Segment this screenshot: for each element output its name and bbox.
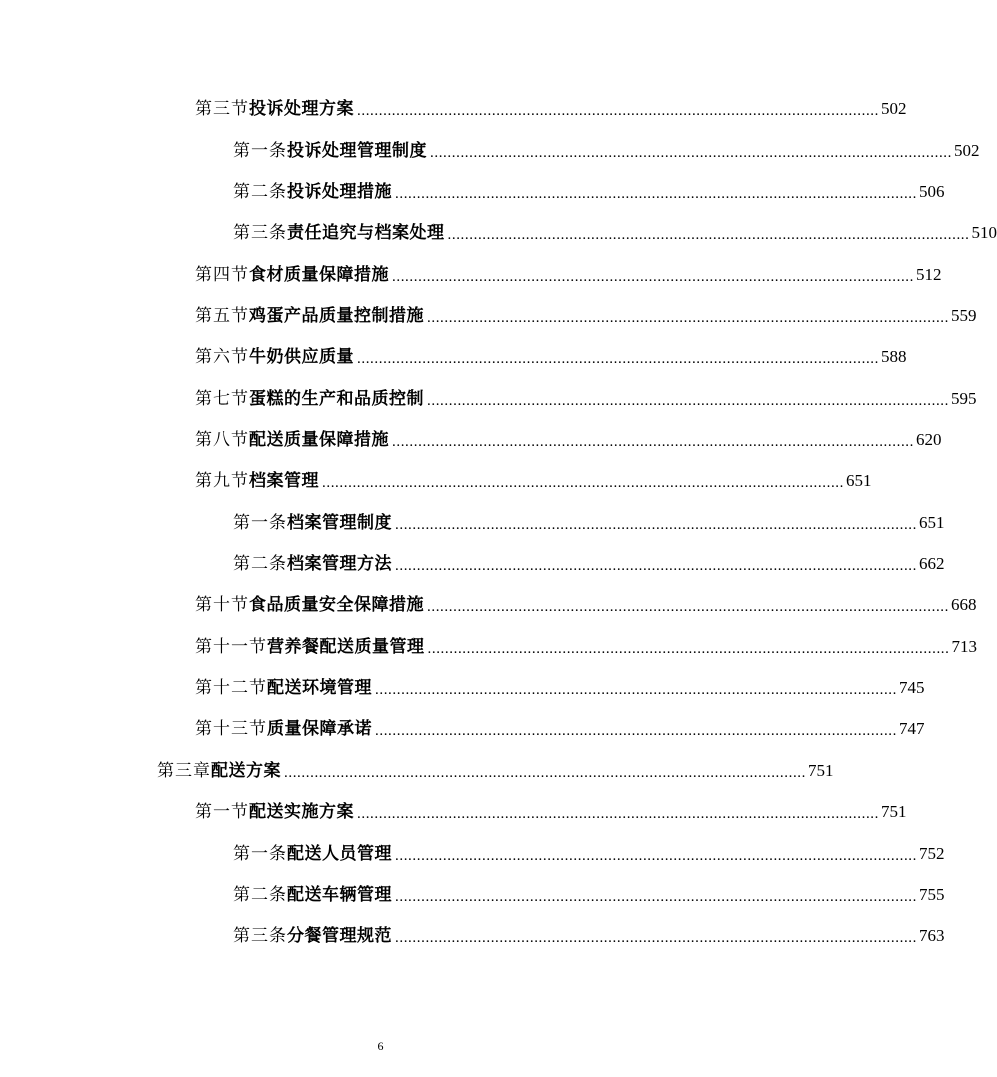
toc-entry-page: 588 xyxy=(881,347,907,366)
toc-entry-number: 第一条 xyxy=(233,844,287,864)
toc-entry-number: 第八节 xyxy=(195,430,249,450)
toc-entry-number: 第一条 xyxy=(233,141,287,161)
toc-entry[interactable] xyxy=(195,303,977,329)
toc-dot-leader: ........................................................................................................................ xyxy=(392,434,914,450)
toc-entry-number: 第十二节 xyxy=(195,678,267,698)
toc-entry-number: 第三节 xyxy=(195,99,249,119)
toc-entry-number: 第二条 xyxy=(233,182,287,202)
toc-dot-leader: ........................................................................................................................ xyxy=(395,930,917,946)
toc-entry-title: 档案管理制度 xyxy=(287,513,392,533)
toc-entry-number: 第七节 xyxy=(195,389,249,409)
toc-dot-leader: ........................................................................................................................ xyxy=(322,475,844,491)
toc-entry-page: 595 xyxy=(951,389,977,408)
toc-entry[interactable] xyxy=(195,634,977,660)
toc-entry-title: 投诉处理方案 xyxy=(249,99,354,119)
toc-entry-title: 档案管理 xyxy=(249,471,319,491)
toc-entry[interactable] xyxy=(195,468,872,494)
toc-entry-number: 第四节 xyxy=(195,265,249,285)
toc-dot-leader: ........................................................................................................................ xyxy=(427,599,949,615)
toc-entry[interactable] xyxy=(233,923,945,949)
toc-dot-leader: ........................................................................................................................ xyxy=(357,351,879,367)
toc-entry-number: 第三条 xyxy=(233,223,287,243)
toc-entry-number: 第一节 xyxy=(195,802,249,822)
toc-dot-leader: ........................................................................................................................ xyxy=(392,269,914,285)
toc-entry-number: 第十节 xyxy=(195,595,249,615)
toc-dot-leader: ........................................................................................................................ xyxy=(395,186,917,202)
toc-entry-page: 510 xyxy=(971,223,997,242)
toc-entry-page: 512 xyxy=(916,265,942,284)
toc-dot-leader: ........................................................................................................................ xyxy=(395,517,917,533)
toc-dot-leader: ........................................................................................................................ xyxy=(430,145,952,161)
toc-entry-title: 配送车辆管理 xyxy=(287,885,392,905)
toc-dot-leader: ........................................................................................................................ xyxy=(357,806,879,822)
toc-entry[interactable] xyxy=(233,551,945,577)
toc-entry[interactable] xyxy=(233,138,980,164)
toc-entry-page: 752 xyxy=(919,844,945,863)
toc-entry-title: 档案管理方法 xyxy=(287,554,392,574)
toc-entry-page: 763 xyxy=(919,926,945,945)
toc-dot-leader: ........................................................................................................................ xyxy=(427,641,950,657)
toc-entry-number: 第十一节 xyxy=(195,637,267,657)
toc-entry-title: 责任追究与档案处理 xyxy=(287,223,445,243)
toc-entry-title: 食品质量安全保障措施 xyxy=(249,595,424,615)
toc-entry-number: 第三条 xyxy=(233,926,287,946)
toc-entry-page: 651 xyxy=(919,513,945,532)
toc-entry-title: 配送人员管理 xyxy=(287,844,392,864)
toc-entry-title: 食材质量保障措施 xyxy=(249,265,389,285)
toc-entry[interactable] xyxy=(195,344,907,370)
toc-entry-number: 第五节 xyxy=(195,306,249,326)
toc-entry-title: 鸡蛋产品质量控制措施 xyxy=(249,306,424,326)
toc-entry-title: 配送方案 xyxy=(211,761,281,781)
toc-entry-title: 配送实施方案 xyxy=(249,802,354,822)
toc-entry-page: 502 xyxy=(881,99,907,118)
toc-entry[interactable] xyxy=(233,510,945,536)
toc-entry[interactable] xyxy=(195,799,907,825)
toc-dot-leader: ........................................................................................................................ xyxy=(375,723,897,739)
toc-entry-chapter[interactable] xyxy=(157,758,834,784)
toc-entry-page: 506 xyxy=(919,182,945,201)
toc-entry[interactable] xyxy=(233,882,945,908)
toc-entry-title: 蛋糕的生产和品质控制 xyxy=(249,389,424,409)
toc-entry-page: 751 xyxy=(881,802,907,821)
toc-dot-leader: ........................................................................................................................ xyxy=(375,682,897,698)
toc-entry-number: 第六节 xyxy=(195,347,249,367)
toc-entry[interactable] xyxy=(195,716,925,742)
toc-entry-title: 投诉处理措施 xyxy=(287,182,392,202)
toc-entry-title: 质量保障承诺 xyxy=(267,719,372,739)
toc-dot-leader: ........................................................................................................................ xyxy=(427,393,949,409)
toc-entry-page: 662 xyxy=(919,554,945,573)
toc-entry[interactable] xyxy=(233,841,945,867)
toc-entry-page: 651 xyxy=(846,471,872,490)
toc-entry-page: 502 xyxy=(954,141,980,160)
toc-entry-title: 配送环境管理 xyxy=(267,678,372,698)
toc-entry[interactable] xyxy=(195,675,925,701)
toc-entry-page: 713 xyxy=(951,637,977,656)
toc-entry[interactable] xyxy=(195,592,977,618)
toc-dot-leader: ........................................................................................................................ xyxy=(357,103,879,119)
toc-dot-leader: ........................................................................................................................ xyxy=(284,765,806,781)
toc-entry[interactable] xyxy=(233,220,997,246)
toc-entry-number: 第一条 xyxy=(233,513,287,533)
toc-entry-page: 668 xyxy=(951,595,977,614)
toc-entry-page: 747 xyxy=(899,719,925,738)
toc-entry[interactable] xyxy=(195,262,942,288)
toc-entry-page: 559 xyxy=(951,306,977,325)
toc-entry-title: 营养餐配送质量管理 xyxy=(267,637,425,657)
toc-entry-title: 配送质量保障措施 xyxy=(249,430,389,450)
toc-entry[interactable] xyxy=(195,427,942,453)
toc-entry-title: 投诉处理管理制度 xyxy=(287,141,427,161)
page-number: 6 xyxy=(377,1039,384,1053)
toc-entry-page: 620 xyxy=(916,430,942,449)
toc-entry-title: 牛奶供应质量 xyxy=(249,347,354,367)
toc-entry-page: 755 xyxy=(919,885,945,904)
toc-entry-number: 第二条 xyxy=(233,885,287,905)
toc-dot-leader: ........................................................................................................................ xyxy=(427,310,949,326)
toc-dot-leader: ........................................................................................................................ xyxy=(447,227,970,243)
toc-entry[interactable] xyxy=(195,96,907,122)
toc-entry-page: 751 xyxy=(808,761,834,780)
toc-entry-number: 第二条 xyxy=(233,554,287,574)
toc-entry-number: 第十三节 xyxy=(195,719,267,739)
toc-entry-page: 745 xyxy=(899,678,925,697)
toc-entry-number: 第九节 xyxy=(195,471,249,491)
toc-dot-leader: ........................................................................................................................ xyxy=(395,558,917,574)
toc-entry[interactable] xyxy=(233,179,945,205)
toc-entry[interactable] xyxy=(195,386,977,412)
toc-dot-leader: ........................................................................................................................ xyxy=(395,889,917,905)
toc-entry-number: 第三章 xyxy=(157,761,211,781)
toc-dot-leader: ........................................................................................................................ xyxy=(395,848,917,864)
toc-entry-title: 分餐管理规范 xyxy=(287,926,392,946)
